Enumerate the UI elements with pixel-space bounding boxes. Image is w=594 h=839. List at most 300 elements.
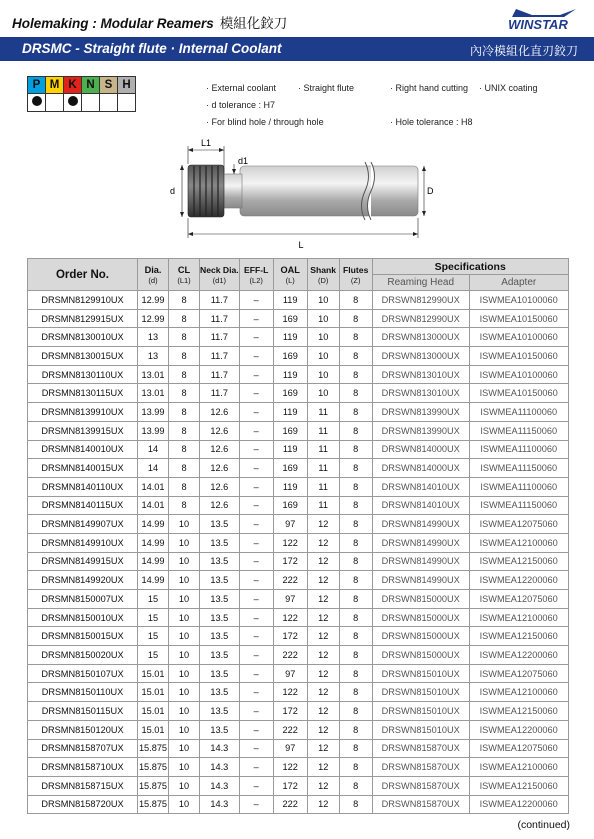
cell-flutes: 8 [339, 533, 372, 552]
cell-oal: 172 [273, 552, 307, 571]
feature-hole-tolerance: · Hole tolerance : H8 [390, 117, 473, 127]
cell-oal: 222 [273, 646, 307, 665]
cell-eff-l: – [239, 477, 273, 496]
cell-reaming-head: DRSWN815870UX [372, 739, 469, 758]
cell-cl: 10 [169, 533, 200, 552]
cell-flutes: 8 [339, 309, 372, 328]
cell-eff-l: – [239, 459, 273, 478]
table-row [28, 496, 569, 515]
cell-dia: 13 [138, 347, 169, 366]
cell-dia: 14 [138, 440, 169, 459]
cell-shank: 12 [307, 571, 339, 590]
cell-dia: 13.99 [138, 403, 169, 422]
cell-adapter: ISWMEA12150060 [469, 776, 568, 795]
material-m-applicable [46, 94, 64, 112]
cell-neck-dia: 13.5 [200, 533, 240, 552]
cell-eff-l: – [239, 608, 273, 627]
cell-order-no: DRSMN8130110UX [28, 365, 138, 384]
cell-reaming-head: DRSWN814990UX [372, 571, 469, 590]
cell-eff-l: – [239, 590, 273, 609]
cell-reaming-head: DRSWN815870UX [372, 795, 469, 814]
cell-dia: 15.875 [138, 795, 169, 814]
cell-order-no: DRSMN8149910UX [28, 533, 138, 552]
cell-reaming-head: DRSWN813000UX [372, 347, 469, 366]
cell-cl: 10 [169, 776, 200, 795]
cell-adapter: ISWMEA12100060 [469, 533, 568, 552]
cell-cl: 10 [169, 720, 200, 739]
cell-adapter: ISWMEA10150060 [469, 347, 568, 366]
table-row [28, 795, 569, 814]
cell-oal: 122 [273, 608, 307, 627]
page-title-text: Holemaking : Modular Reamers [12, 16, 214, 31]
cell-order-no: DRSMN8140115UX [28, 496, 138, 515]
cell-flutes: 8 [339, 795, 372, 814]
material-k-applicable [64, 94, 82, 112]
tool-drawing [160, 136, 434, 251]
cell-adapter: ISWMEA12100060 [469, 608, 568, 627]
cell-dia: 15 [138, 590, 169, 609]
cell-eff-l: – [239, 795, 273, 814]
table-row [28, 440, 569, 459]
cell-dia: 12.99 [138, 309, 169, 328]
cell-dia: 14.99 [138, 571, 169, 590]
cell-adapter: ISWMEA12150060 [469, 552, 568, 571]
cell-dia: 15.01 [138, 683, 169, 702]
cell-oal: 119 [273, 328, 307, 347]
section-title-bar [0, 37, 594, 61]
cell-cl: 8 [169, 365, 200, 384]
cell-neck-dia: 12.6 [200, 403, 240, 422]
cell-reaming-head: DRSWN814000UX [372, 440, 469, 459]
cell-shank: 12 [307, 646, 339, 665]
table-row [28, 291, 569, 310]
dim-d-label: d [170, 186, 176, 196]
cell-cl: 10 [169, 683, 200, 702]
cell-oal: 169 [273, 421, 307, 440]
cell-neck-dia: 13.5 [200, 552, 240, 571]
cell-neck-dia: 12.6 [200, 421, 240, 440]
cell-reaming-head: DRSWN812990UX [372, 291, 469, 310]
cell-neck-dia: 12.6 [200, 496, 240, 515]
cell-flutes: 8 [339, 421, 372, 440]
cell-cl: 8 [169, 403, 200, 422]
cell-eff-l: – [239, 627, 273, 646]
cell-adapter: ISWMEA11100060 [469, 440, 568, 459]
cell-oal: 222 [273, 571, 307, 590]
cell-oal: 169 [273, 496, 307, 515]
cell-dia: 14.99 [138, 552, 169, 571]
cell-adapter: ISWMEA12100060 [469, 758, 568, 777]
cell-reaming-head: DRSWN815000UX [372, 590, 469, 609]
table-row [28, 664, 569, 683]
cell-cl: 10 [169, 571, 200, 590]
cell-reaming-head: DRSWN814990UX [372, 515, 469, 534]
cell-reaming-head: DRSWN813000UX [372, 328, 469, 347]
cell-oal: 122 [273, 533, 307, 552]
cell-neck-dia: 14.3 [200, 795, 240, 814]
material-m-label: M [46, 77, 64, 94]
material-h-label: H [118, 77, 136, 94]
cell-oal: 119 [273, 477, 307, 496]
cell-shank: 10 [307, 365, 339, 384]
cell-cl: 8 [169, 291, 200, 310]
cell-cl: 10 [169, 739, 200, 758]
cell-dia: 14.01 [138, 477, 169, 496]
cell-oal: 222 [273, 795, 307, 814]
cell-cl: 8 [169, 459, 200, 478]
cell-shank: 11 [307, 440, 339, 459]
cell-eff-l: – [239, 720, 273, 739]
cell-flutes: 8 [339, 496, 372, 515]
cell-flutes: 8 [339, 702, 372, 721]
cell-flutes: 8 [339, 291, 372, 310]
cell-shank: 11 [307, 477, 339, 496]
cell-order-no: DRSMN8129910UX [28, 291, 138, 310]
col-flutes: Flutes (Z) [339, 259, 372, 291]
cell-flutes: 8 [339, 627, 372, 646]
cell-eff-l: – [239, 758, 273, 777]
cell-dia: 13 [138, 328, 169, 347]
cell-shank: 12 [307, 739, 339, 758]
cell-dia: 15 [138, 646, 169, 665]
cell-eff-l: – [239, 440, 273, 459]
cell-oal: 119 [273, 291, 307, 310]
cell-adapter: ISWMEA10150060 [469, 309, 568, 328]
product-table-body [28, 291, 569, 814]
cell-eff-l: – [239, 664, 273, 683]
cell-order-no: DRSMN8158720UX [28, 795, 138, 814]
cell-adapter: ISWMEA11100060 [469, 403, 568, 422]
cell-dia: 13.01 [138, 365, 169, 384]
cell-eff-l: – [239, 515, 273, 534]
cell-flutes: 8 [339, 384, 372, 403]
cell-eff-l: – [239, 776, 273, 795]
cell-neck-dia: 13.5 [200, 664, 240, 683]
cell-reaming-head: DRSWN815010UX [372, 720, 469, 739]
table-row [28, 533, 569, 552]
cell-eff-l: – [239, 309, 273, 328]
cell-reaming-head: DRSWN814000UX [372, 459, 469, 478]
cell-cl: 10 [169, 664, 200, 683]
cell-reaming-head: DRSWN815010UX [372, 664, 469, 683]
dim-d1-label: d1 [238, 156, 249, 166]
table-row [28, 739, 569, 758]
cell-eff-l: – [239, 496, 273, 515]
cell-cl: 8 [169, 496, 200, 515]
cell-oal: 97 [273, 590, 307, 609]
cell-oal: 172 [273, 702, 307, 721]
cell-order-no: DRSMN8150110UX [28, 683, 138, 702]
feature-straight-flute: · Straight flute [298, 83, 355, 93]
cell-shank: 12 [307, 608, 339, 627]
cell-dia: 15.875 [138, 776, 169, 795]
cell-order-no: DRSMN8139910UX [28, 403, 138, 422]
cell-reaming-head: DRSWN813990UX [372, 403, 469, 422]
cell-adapter: ISWMEA12075060 [469, 515, 568, 534]
cell-eff-l: – [239, 533, 273, 552]
col-eff-l: EFF-L (L2) [239, 259, 273, 291]
applicable-dot-icon [68, 96, 78, 106]
cell-oal: 169 [273, 309, 307, 328]
page-header [0, 0, 594, 34]
cell-dia: 15.875 [138, 758, 169, 777]
page-title [12, 12, 287, 32]
table-row [28, 515, 569, 534]
cell-adapter: ISWMEA11150060 [469, 459, 568, 478]
cell-dia: 14 [138, 459, 169, 478]
cell-adapter: ISWMEA12100060 [469, 683, 568, 702]
cell-eff-l: – [239, 403, 273, 422]
cell-adapter: ISWMEA10150060 [469, 384, 568, 403]
cell-oal: 97 [273, 664, 307, 683]
cell-order-no: DRSMN8130010UX [28, 328, 138, 347]
cell-neck-dia: 12.6 [200, 477, 240, 496]
cell-dia: 12.99 [138, 291, 169, 310]
col-shank: Shank (D) [307, 259, 339, 291]
cell-reaming-head: DRSWN814010UX [372, 477, 469, 496]
cell-flutes: 8 [339, 440, 372, 459]
continued-note: (continued) [517, 819, 570, 831]
cell-adapter: ISWMEA11100060 [469, 477, 568, 496]
table-row [28, 646, 569, 665]
cell-oal: 119 [273, 440, 307, 459]
cell-oal: 169 [273, 384, 307, 403]
cell-reaming-head: DRSWN815000UX [372, 608, 469, 627]
table-row [28, 608, 569, 627]
cell-shank: 10 [307, 384, 339, 403]
product-table [27, 258, 569, 814]
cell-neck-dia: 13.5 [200, 515, 240, 534]
cell-reaming-head: DRSWN813010UX [372, 365, 469, 384]
cell-order-no: DRSMN8149907UX [28, 515, 138, 534]
material-h-applicable [118, 94, 136, 112]
cell-shank: 12 [307, 590, 339, 609]
cell-shank: 12 [307, 664, 339, 683]
table-row [28, 403, 569, 422]
cell-oal: 172 [273, 776, 307, 795]
cell-cl: 10 [169, 608, 200, 627]
cell-dia: 14.01 [138, 496, 169, 515]
cell-neck-dia: 13.5 [200, 702, 240, 721]
col-reaming-head: Reaming Head [372, 275, 469, 291]
cell-neck-dia: 11.7 [200, 347, 240, 366]
cell-reaming-head: DRSWN815000UX [372, 627, 469, 646]
cell-cl: 8 [169, 328, 200, 347]
cell-cl: 10 [169, 758, 200, 777]
cell-eff-l: – [239, 421, 273, 440]
cell-order-no: DRSMN8129915UX [28, 309, 138, 328]
cell-adapter: ISWMEA12075060 [469, 739, 568, 758]
winstar-logo [496, 6, 580, 32]
cell-order-no: DRSMN8149920UX [28, 571, 138, 590]
cell-neck-dia: 13.5 [200, 608, 240, 627]
dim-L-label: L [298, 240, 304, 250]
cell-cl: 10 [169, 627, 200, 646]
table-row [28, 459, 569, 478]
material-p-label: P [28, 77, 46, 94]
cell-dia: 13.99 [138, 421, 169, 440]
cell-eff-l: – [239, 347, 273, 366]
col-order-no: Order No. [28, 259, 138, 291]
table-row [28, 627, 569, 646]
table-row [28, 590, 569, 609]
cell-flutes: 8 [339, 739, 372, 758]
col-specifications: Specifications [372, 259, 568, 275]
section-title-cn: 內冷模組化直刃鉸刀 [469, 44, 578, 58]
cell-eff-l: – [239, 328, 273, 347]
cell-shank: 10 [307, 347, 339, 366]
cell-shank: 12 [307, 533, 339, 552]
cell-neck-dia: 12.6 [200, 459, 240, 478]
material-table [27, 76, 136, 112]
cell-reaming-head: DRSWN813010UX [372, 384, 469, 403]
table-row [28, 347, 569, 366]
cell-order-no: DRSMN8150015UX [28, 627, 138, 646]
cell-neck-dia: 11.7 [200, 328, 240, 347]
cell-shank: 12 [307, 720, 339, 739]
cell-shank: 12 [307, 758, 339, 777]
cell-order-no: DRSMN8158707UX [28, 739, 138, 758]
table-row [28, 365, 569, 384]
cell-flutes: 8 [339, 776, 372, 795]
cell-cl: 10 [169, 590, 200, 609]
cell-adapter: ISWMEA12075060 [469, 664, 568, 683]
material-s-label: S [100, 77, 118, 94]
cell-adapter: ISWMEA10100060 [469, 365, 568, 384]
cell-eff-l: – [239, 683, 273, 702]
col-dia: Dia. (d) [138, 259, 169, 291]
cell-eff-l: – [239, 702, 273, 721]
cell-shank: 10 [307, 309, 339, 328]
cell-shank: 12 [307, 795, 339, 814]
cell-dia: 15.01 [138, 720, 169, 739]
cell-order-no: DRSMN8149915UX [28, 552, 138, 571]
cell-oal: 169 [273, 459, 307, 478]
dim-D-label: D [427, 186, 434, 196]
feature-d-tolerance: · d tolerance : H7 [206, 100, 276, 110]
table-row [28, 776, 569, 795]
col-cl: CL (L1) [169, 259, 200, 291]
cell-reaming-head: DRSWN814990UX [372, 552, 469, 571]
cell-flutes: 8 [339, 758, 372, 777]
cell-flutes: 8 [339, 683, 372, 702]
cell-dia: 15.01 [138, 702, 169, 721]
cell-shank: 12 [307, 702, 339, 721]
cell-shank: 12 [307, 515, 339, 534]
cell-order-no: DRSMN8150010UX [28, 608, 138, 627]
cell-shank: 12 [307, 683, 339, 702]
cell-oal: 119 [273, 365, 307, 384]
cell-reaming-head: DRSWN813990UX [372, 421, 469, 440]
cell-order-no: DRSMN8150007UX [28, 590, 138, 609]
table-row [28, 720, 569, 739]
cell-dia: 14.99 [138, 533, 169, 552]
cell-cl: 10 [169, 646, 200, 665]
cell-adapter: ISWMEA12075060 [469, 590, 568, 609]
cell-eff-l: – [239, 571, 273, 590]
cell-neck-dia: 11.7 [200, 384, 240, 403]
cell-flutes: 8 [339, 515, 372, 534]
cell-oal: 122 [273, 683, 307, 702]
cell-reaming-head: DRSWN815870UX [372, 758, 469, 777]
cell-shank: 10 [307, 291, 339, 310]
cell-cl: 8 [169, 384, 200, 403]
cell-flutes: 8 [339, 403, 372, 422]
cell-reaming-head: DRSWN812990UX [372, 309, 469, 328]
table-row [28, 384, 569, 403]
col-adapter: Adapter [469, 275, 568, 291]
cell-oal: 169 [273, 347, 307, 366]
feature-external-coolant: · External coolant [206, 83, 277, 93]
cell-order-no: DRSMN8140015UX [28, 459, 138, 478]
cell-order-no: DRSMN8150107UX [28, 664, 138, 683]
cell-order-no: DRSMN8158710UX [28, 758, 138, 777]
cell-reaming-head: DRSWN814010UX [372, 496, 469, 515]
table-row [28, 571, 569, 590]
cell-neck-dia: 14.3 [200, 758, 240, 777]
cell-neck-dia: 14.3 [200, 776, 240, 795]
cell-dia: 15 [138, 627, 169, 646]
cell-order-no: DRSMN8130115UX [28, 384, 138, 403]
cell-adapter: ISWMEA11150060 [469, 421, 568, 440]
cell-flutes: 8 [339, 347, 372, 366]
cell-cl: 8 [169, 477, 200, 496]
col-oal: OAL (L) [273, 259, 307, 291]
cell-adapter: ISWMEA12200060 [469, 795, 568, 814]
cell-reaming-head: DRSWN815000UX [372, 646, 469, 665]
cell-flutes: 8 [339, 571, 372, 590]
table-row [28, 421, 569, 440]
cell-flutes: 8 [339, 459, 372, 478]
cell-eff-l: – [239, 291, 273, 310]
cell-order-no: DRSMN8150115UX [28, 702, 138, 721]
cell-reaming-head: DRSWN815010UX [372, 683, 469, 702]
table-row [28, 477, 569, 496]
cell-neck-dia: 14.3 [200, 739, 240, 758]
cell-adapter: ISWMEA12200060 [469, 646, 568, 665]
cell-cl: 10 [169, 795, 200, 814]
material-p-applicable [28, 94, 46, 112]
cell-neck-dia: 13.5 [200, 571, 240, 590]
cell-flutes: 8 [339, 328, 372, 347]
cell-adapter: ISWMEA10100060 [469, 328, 568, 347]
cell-flutes: 8 [339, 608, 372, 627]
cell-flutes: 8 [339, 590, 372, 609]
cell-flutes: 8 [339, 720, 372, 739]
table-row [28, 552, 569, 571]
table-row [28, 309, 569, 328]
cell-cl: 8 [169, 440, 200, 459]
cell-dia: 15 [138, 608, 169, 627]
cell-order-no: DRSMN8140010UX [28, 440, 138, 459]
cell-dia: 13.01 [138, 384, 169, 403]
cell-shank: 11 [307, 403, 339, 422]
feature-right-hand-cutting: · Right hand cutting [390, 83, 469, 93]
cell-cl: 10 [169, 552, 200, 571]
cell-order-no: DRSMN8130015UX [28, 347, 138, 366]
cell-cl: 8 [169, 421, 200, 440]
cell-flutes: 8 [339, 365, 372, 384]
logo-text: WINSTAR [508, 17, 568, 32]
cell-shank: 11 [307, 459, 339, 478]
cell-shank: 11 [307, 496, 339, 515]
applicable-dot-icon [32, 96, 42, 106]
cell-order-no: DRSMN8140110UX [28, 477, 138, 496]
cell-shank: 12 [307, 627, 339, 646]
cell-eff-l: – [239, 384, 273, 403]
cell-eff-l: – [239, 365, 273, 384]
col-neck-dia: Neck Dia. (d1) [200, 259, 240, 291]
